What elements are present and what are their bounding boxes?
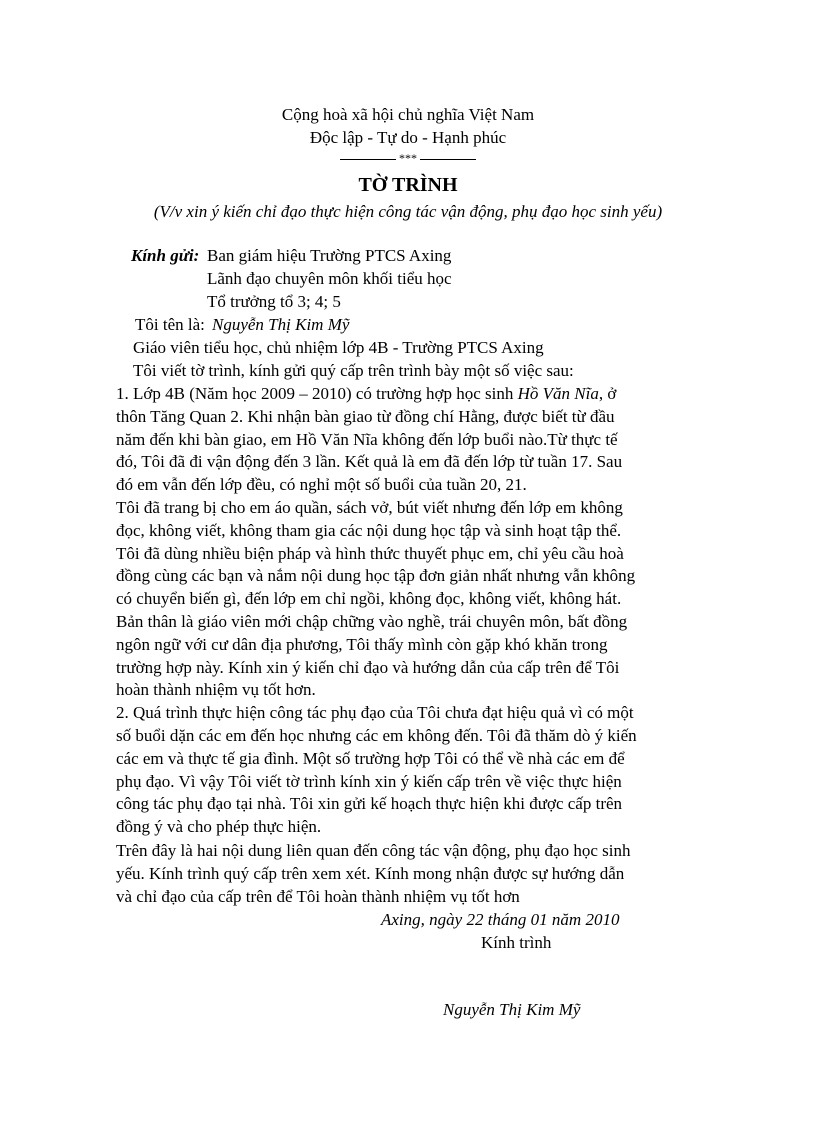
body-text — [116, 383, 716, 839]
body-line: Tôi đã dùng nhiều biện pháp và hình thức thuyết phục em, chỉ yêu cầu hoà — [116, 543, 624, 563]
place-date: Axing, ngày 22 tháng 01 năm 2010 — [381, 910, 620, 929]
recipient-line: Ban giám hiệu Trường PTCS Axing — [207, 246, 452, 265]
author-label: Tôi tên là: — [135, 315, 205, 334]
body-line: đồng cùng các bạn và nắm nội dung học tập đơn giản nhất nhưng vẫn không — [116, 566, 636, 586]
body-line: đồng ý và cho phép thực hiện. — [116, 817, 322, 837]
separator-stars: *** — [399, 151, 417, 165]
body-line: 2. Quá trình thực hiện công tác phụ đạo của Tôi chưa đạt hiệu quả vì có một — [116, 703, 634, 723]
separator-line-right — [420, 159, 476, 160]
student-name: Hồ Văn Nĩa — [517, 384, 599, 403]
intro-line: Tôi viết tờ trình, kính gửi quý cấp trên trình bày một số việc sau: — [133, 361, 574, 380]
separator-line-left — [340, 159, 396, 160]
signature-label: Kính trình — [481, 933, 552, 952]
closing-line: yếu. Kính trình quý cấp trên xem xét. Kính mong nhận được sự hướng dẫn — [116, 864, 625, 883]
body-line: số buổi dặn các em đến học nhưng các em không đến. Tôi đã thăm dò ý kiến — [116, 725, 637, 745]
body-line: các em và thực tế gia đình. Một số trường hợp Tôi có thể về nhà các em để — [116, 748, 625, 768]
body-line: công tác phụ đạo tại nhà. Tôi xin gửi kế hoạch thực hiện khi được cấp trên — [116, 794, 623, 814]
document-subtitle: (V/v xin ý kiến chỉ đạo thực hiện công tác vận động, phụ đạo học sinh yếu) — [153, 202, 663, 221]
recipient-line: Tổ trưởng tổ 3; 4; 5 — [207, 292, 341, 311]
document-title: TỜ TRÌNH — [358, 174, 458, 196]
signer-name: Nguyễn Thị Kim Mỹ — [443, 1000, 581, 1019]
body-line: trường hợp này. Kính xin ý kiến chỉ đạo và hướng dẫn của cấp trên để Tôi — [116, 657, 620, 677]
closing-line: Trên đây là hai nội dung liên quan đến công tác vận động, phụ đạo học sinh — [116, 841, 631, 860]
body-line: có chuyển biến gì, đến lớp em chỉ ngồi, không đọc, không viết, không hát. — [116, 589, 622, 609]
motto-header: Độc lập - Tự do - Hạnh phúc — [309, 128, 507, 147]
header-separator — [0, 147, 816, 170]
nation-header: Cộng hoà xã hội chủ nghĩa Việt Nam — [281, 105, 535, 124]
closing-line: và chỉ đạo của cấp trên để Tôi hoàn thành nhiệm vụ tốt hơn — [116, 887, 520, 906]
body-line: phụ đạo. Vì vậy Tôi viết tờ trình kính xin ý kiến cấp trên về việc thực hiện — [116, 771, 622, 791]
recipient-line: Lãnh đạo chuyên môn khối tiểu học — [207, 269, 452, 288]
body-line: đọc, không viết, không tham gia các nội dung học tập và sinh hoạt tập thể. — [116, 520, 622, 540]
body-line: Bản thân là giáo viên mới chập chững vào nghề, trái chuyên môn, bất đồng — [116, 611, 628, 631]
recipients-label: Kính gửi: — [131, 246, 200, 265]
body-line: đó, Tôi đã đi vận động đến 3 lần. Kết quả là em đã đến lớp từ tuần 17. Sau — [116, 452, 623, 472]
item1-pre: 1. Lớp 4B (Năm học 2009 – 2010) có trường hợp học sinh — [116, 384, 518, 403]
body-line: đó em vẫn đến lớp đều, có nghỉ một số buổi của tuần 20, 21. — [116, 475, 527, 495]
body-line: hoàn thành nhiệm vụ tốt hơn. — [116, 680, 316, 700]
author-name: Nguyễn Thị Kim Mỹ — [212, 315, 350, 334]
author-role: Giáo viên tiểu học, chủ nhiệm lớp 4B - Trường PTCS Axing — [133, 338, 544, 357]
item1-first-line — [116, 383, 716, 406]
body-line: ngôn ngữ với cư dân địa phương, Tôi thấy mình còn gặp khó khăn trong — [116, 634, 608, 654]
item1-post: , ở — [598, 384, 617, 403]
body-line: năm đến khi bàn giao, em Hồ Văn Nĩa không đến lớp buổi nào.Từ thực tế — [116, 429, 618, 449]
body-line: Tôi đã trang bị cho em áo quần, sách vở, bút viết nhưng đến lớp em không — [116, 497, 623, 517]
body-line: thôn Tăng Quan 2. Khi nhận bàn giao từ đồng chí Hằng, được biết từ đầu — [116, 406, 615, 426]
